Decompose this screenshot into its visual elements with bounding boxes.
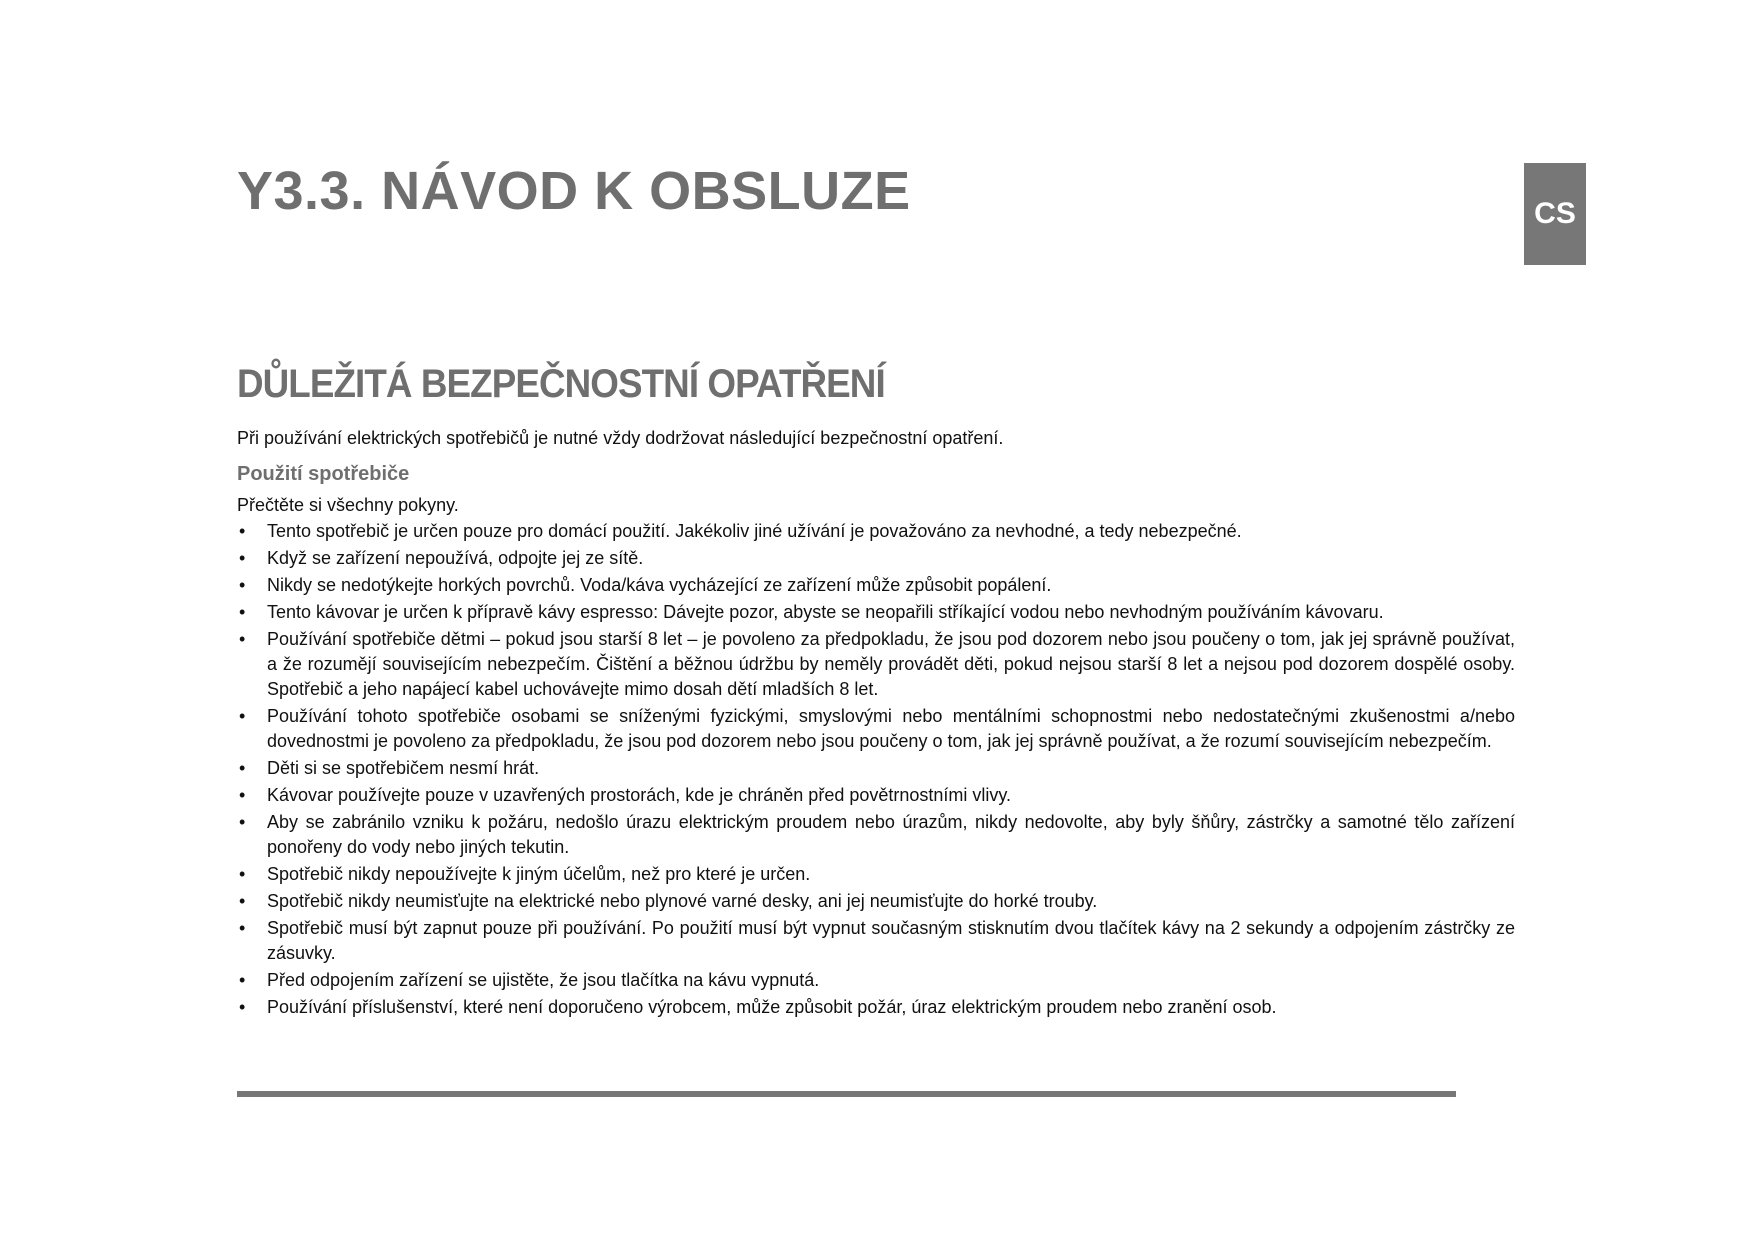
list-item-text: Spotřebič nikdy neumisťujte na elektrické nebo plynové varné desky, ani jej neumisťujte do horké trouby. (267, 891, 1098, 911)
list-item-text: Kávovar používejte pouze v uzavřených prostorách, kde je chráněn před povětrnostními vlivy. (267, 785, 1012, 805)
list-item (237, 968, 1515, 993)
list-item-text: Spotřebič nikdy nepoužívejte k jiným účelům, než pro které je určen. (267, 864, 811, 884)
list-item-text: Používání spotřebiče dětmi – pokud jsou starší 8 let – je povoleno za předpokladu, že jsou pod dozorem nebo jsou poučeny o tom, jak jej správně používat, a že rozumějí souvisejícím nebezpečím. Čištění a běžnou údržbu by neměly provádět děti, pokud nejsou starší 8 let a nejsou pod dozorem dospělé osoby. Spotřebič a jeho napájecí kabel uchovávejte mimo dosah dětí mladších 8 let. (267, 629, 1515, 699)
footer-divider (237, 1091, 1456, 1097)
page-title: Y3.3. NÁVOD K OBSLUZE (237, 161, 911, 221)
bullet-icon: • (239, 548, 246, 568)
safety-content (237, 426, 1515, 1022)
list-item-text: Používání tohoto spotřebiče osobami se sníženými fyzickými, smyslovými nebo mentálními schopnostmi nebo nedostatečnými zkušenostmi a/nebo dovednostmi je povoleno za předpokladu, že jsou pod dozorem nebo jsou poučeny o tom, jak jej správně používat, a že rozumí souvisejícím nebezpečím. (267, 706, 1515, 751)
list-item (237, 862, 1515, 887)
list-item-text: Spotřebič musí být zapnut pouze při používání. Po použití musí být vypnut současným stisknutím dvou tlačítek kávy na 2 sekundy a odpojením zástrčky ze zásuvky. (267, 918, 1515, 963)
list-item-text: Tento kávovar je určen k přípravě kávy espresso: Dávejte pozor, abyste se neopařili stříkající vodou nebo nevhodným používáním kávovaru. (267, 602, 1384, 622)
list-item (237, 916, 1515, 966)
list-item (237, 573, 1515, 598)
list-item-text: Používání příslušenství, které není doporučeno výrobcem, může způsobit požár, úraz elektrickým proudem nebo zranění osob. (267, 997, 1277, 1017)
bullet-icon: • (239, 918, 246, 938)
list-item (237, 756, 1515, 781)
list-item-text: Aby se zabránilo vzniku k požáru, nedošlo úrazu elektrickým proudem nebo úrazům, nikdy nedovolte, aby byly šňůry, zástrčky a samotné tělo zařízení ponořeny do vody nebo jiných tekutin. (267, 812, 1515, 857)
bullet-icon: • (239, 602, 246, 622)
bullet-icon: • (239, 891, 246, 911)
list-item (237, 810, 1515, 860)
list-item (237, 600, 1515, 625)
bullet-icon: • (239, 575, 246, 595)
safety-list (237, 519, 1515, 1020)
bullet-icon: • (239, 812, 246, 832)
bullet-icon: • (239, 629, 246, 649)
list-item (237, 627, 1515, 702)
bullet-icon: • (239, 785, 246, 805)
list-item (237, 519, 1515, 544)
list-item (237, 546, 1515, 571)
bullet-icon: • (239, 706, 246, 726)
list-item (237, 783, 1515, 808)
bullet-icon: • (239, 758, 246, 778)
list-item (237, 704, 1515, 754)
intro-text: Při používání elektrických spotřebičů je nutné vždy dodržovat následující bezpečnostní opatření. (237, 428, 1004, 448)
list-item-text: Před odpojením zařízení se ujistěte, že jsou tlačítka na kávu vypnutá. (267, 970, 820, 990)
list-item-text: Děti si se spotřebičem nesmí hrát. (267, 758, 540, 778)
language-tab: CS (1524, 163, 1586, 265)
list-item-text: Tento spotřebič je určen pouze pro domácí použití. Jakékoliv jiné užívání je považováno za nevhodné, a tedy nebezpečné. (267, 521, 1242, 541)
read-instructions-note: Přečtěte si všechny pokyny. (237, 495, 459, 515)
subheading: Použití spotřebiče (237, 463, 410, 485)
list-item (237, 889, 1515, 914)
section-title: DŮLEŽITÁ BEZPEČNOSTNÍ OPATŘENÍ (237, 362, 885, 406)
list-item (237, 995, 1515, 1020)
bullet-icon: • (239, 521, 246, 541)
bullet-icon: • (239, 997, 246, 1017)
list-item-text: Nikdy se nedotýkejte horkých povrchů. Voda/káva vycházející ze zařízení může způsobit popálení. (267, 575, 1052, 595)
bullet-icon: • (239, 864, 246, 884)
bullet-icon: • (239, 970, 246, 990)
list-item-text: Když se zařízení nepoužívá, odpojte jej ze sítě. (267, 548, 644, 568)
